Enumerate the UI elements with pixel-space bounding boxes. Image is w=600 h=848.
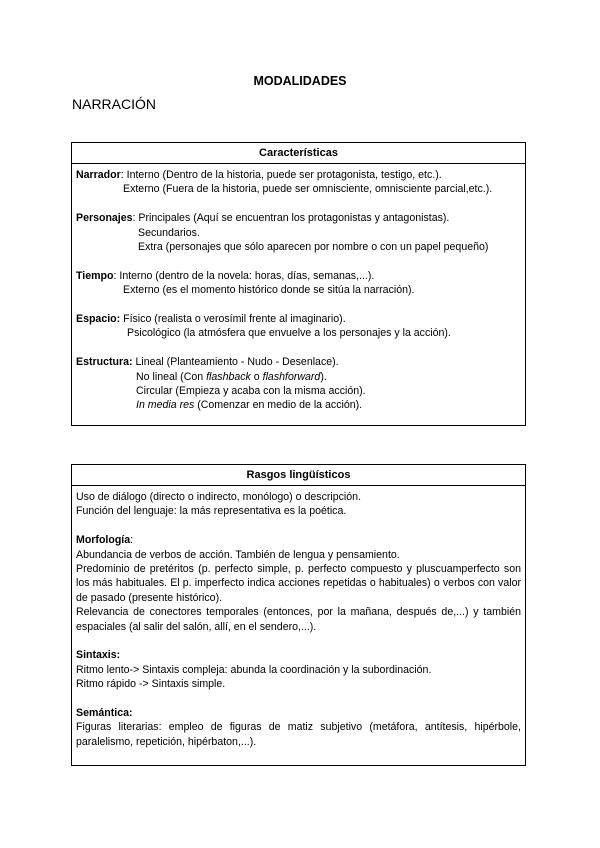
no-lineal-text: No lineal (Con xyxy=(136,370,207,383)
caracteristicas-header: Características xyxy=(72,143,525,164)
personajes-secundarios: Secundarios. xyxy=(138,226,200,239)
personajes-principales-line xyxy=(76,211,521,225)
narrador-interno: : Interno (Dentro de la historia, puede ser protagonista, testigo, etc.). xyxy=(120,169,442,181)
page-title: MODALIDADES xyxy=(253,74,347,88)
narrador-label: Narrador xyxy=(76,169,121,181)
flashback-term: flashback xyxy=(206,370,251,383)
sintaxis-p1: Ritmo lento-> Sintaxis compleja: abunda la coordinación y la subordinación. xyxy=(76,663,432,676)
in-media-res-term: In media res xyxy=(136,399,195,412)
o-connector: o xyxy=(250,370,263,383)
morfologia-p2: Predominio de pretéritos (p. perfecto simple, p. perfecto compuesto y pluscuamperfecto son los más habituales. El p. imperfecto indica acciones repetidas o habituales) o verbos con valor de pasado (presente histórico). xyxy=(76,563,521,604)
estructura-no-lineal xyxy=(76,370,521,384)
personajes-label: Personajes xyxy=(76,212,133,225)
tiempo-interno: : Interno (dentro de la novela: horas, días, semanas,...). xyxy=(113,269,375,282)
rasgos-box xyxy=(71,464,526,766)
espacio-psicologico: Psicológico (la atmósfera que envuelve a los personajes y la acción). xyxy=(127,327,451,340)
tiempo-interno-line xyxy=(76,269,521,283)
espacio-label: Espacio: xyxy=(76,313,121,326)
narrador-externo: Externo (Fuera de la historia, puede ser omnisciente, omnisciente parcial,etc.). xyxy=(123,183,493,196)
personajes-extra: Extra (personajes que sólo aparecen por nombre o con un papel pequeño) xyxy=(138,241,489,254)
narrador-interno-line xyxy=(76,168,521,182)
morfologia-p1: Abundancia de verbos de acción. También de lengua y pensamiento. xyxy=(76,548,400,561)
morfologia-heading xyxy=(76,533,521,547)
sintaxis-p2: Ritmo rápido -> Sintaxis simple. xyxy=(76,678,226,691)
estructura-in-media-res xyxy=(76,398,521,412)
in-media-res-desc: (Comenzar en medio de la acción). xyxy=(194,399,363,412)
estructura-label: Estructura: xyxy=(76,356,133,369)
tiempo-label: Tiempo xyxy=(76,269,114,282)
morfologia-label: Morfología xyxy=(76,534,131,547)
sintaxis-label: Sintaxis: xyxy=(76,649,121,662)
rasgos-line1: Uso de diálogo (directo o indirecto, monólogo) o descripción. xyxy=(76,491,362,503)
tiempo-externo: Externo (es el momento histórico donde se sitúa la narración). xyxy=(123,284,415,297)
caracteristicas-box xyxy=(71,142,526,426)
espacio-fisico: Físico (realista o verosímil frente al imaginario). xyxy=(120,313,346,326)
rasgos-header: Rasgos lingüísticos xyxy=(72,465,525,486)
rasgos-body xyxy=(72,486,525,753)
no-lineal-close: ). xyxy=(320,370,327,383)
estructura-lineal: Lineal (Planteamiento - Nudo - Desenlace). xyxy=(132,356,339,369)
morfologia-p3: Relevancia de conectores temporales (entonces, por la mañana, después de,...) y también espaciales (al salir del salón, allí, en el sendero,...). xyxy=(76,606,521,633)
estructura-lineal-line xyxy=(76,355,521,369)
personajes-principales: : Principales (Aquí se encuentran los protagonistas y antagonistas). xyxy=(132,212,450,225)
estructura-circular: Circular (Empieza y acaba con la misma acción). xyxy=(136,385,366,398)
flashforward-term: flashforward xyxy=(262,370,321,383)
semantica-label: Semántica: xyxy=(76,707,133,720)
semantica-p1: Figuras literarias: empleo de figuras de matiz subjetivo (metáfora, antítesis, hipérbole, paralelismo, repetición, hipérbaton,...). xyxy=(76,721,521,748)
morfologia-colon: : xyxy=(130,534,134,547)
section-subtitle: NARRACIÓN xyxy=(72,96,157,112)
rasgos-line2: Función del lenguaje: la más representativa es la poética. xyxy=(76,505,347,518)
caracteristicas-body xyxy=(72,164,525,417)
espacio-fisico-line xyxy=(76,312,521,326)
